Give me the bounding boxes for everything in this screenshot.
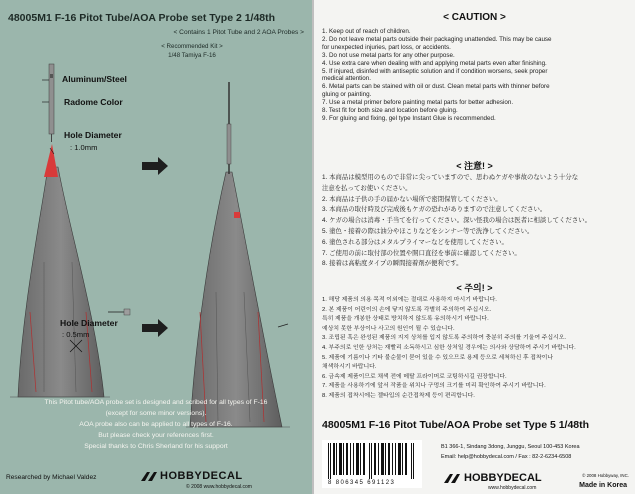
list-item: 4. Use extra care when dealing with and applying metal parts even after finishing. [322,59,547,67]
hole-diameter-value-1: : 1.0mm [70,143,98,152]
list-item: 6. 금속제 제품이므로 채색 전에 메탈 프라이머로 코팅하시길 권장합니다. [322,373,507,380]
list-item: 3. 조립된 혹은 완성된 제품의 지지 상처를 입지 않도록 주의하여 충분히 주의를 기울여 주십시오. [322,335,567,342]
list-item: 7. Use a metal primer before painting metal parts for better adhesion. [322,99,514,107]
recommended-kit: 1/48 Tamiya F-16 [168,52,216,59]
caution-panel [314,0,635,494]
footer-line-3: AOA probe also can be applied to all types of F-16. [79,421,233,428]
list-item: 4. ケガの場合は消毒・手当てを行ってください。深い怪我の場合は医者に相談してください。 [322,217,591,225]
list-item: 4. 부주의로 인한 상처는 재빨리 소독하시고 심한 상처일 경우에는 의사와 상담하여 주시기 바랍니다. [322,344,576,351]
list-item: 9. For gluing and fixing, gel type Instant Glue is recommended. [322,114,496,122]
list-item: 6. 塗色される部分はメタルプライマーなどを使用してください。 [322,238,508,246]
address-line-1: B1 366-1, Sindang 3dong, Junggu, Seoul 100-453 Korea [441,444,580,450]
list-item: gluing or painting. [322,91,372,99]
list-item: 채색하시기 바랍니다. [322,364,377,371]
arrow-icon [142,157,168,337]
list-item: 8. 제품의 접착시에는 젤타입의 순간접착제 등이 편리합니다. [322,392,475,399]
product-title-footer: 48005M1 F-16 Pitot Tube/AOA Probe set Type 5 1/48th [322,419,590,431]
footer-line-4: But please check your references first. [98,432,214,439]
address-line-2: Email: help@hobbydecal.com / Fax : 82-2-6234-6508 [441,454,572,460]
copyright: © 2008 Hobbyway, INC. [582,473,629,478]
instruction-panel [0,0,312,494]
list-item: 5. 塗色・接着の際は油分やほこりなどをシンナー等で洗浄してください。 [322,227,534,235]
nose-before [10,64,130,397]
list-item: 8. 接着は高粘度タイプの瞬間接着剤が便利です。 [322,260,463,268]
radome-red-mark [234,212,240,218]
radome-label: Radome Color [64,97,123,107]
list-item: 7. 제품을 사용하기에 앞서 작품을 위치나 구멍의 크기를 미리 확인하여 주시기 바랍니다. [322,383,546,390]
made-in-label: Made in Korea [579,482,627,489]
hole-diameter-label-1: Hole Diameter [64,130,122,140]
list-item: 1. Keep out of reach of children. [322,28,411,35]
caution-title: < CAUTION > [443,12,506,23]
radome-red-tip [44,144,58,177]
list-item: 7. ご使用の前に取付部の位置や開口直径を事前に確認してください。 [322,249,521,257]
contents-subtitle: < Contains 1 Pitot Tube and 2 AOA Probes > [173,29,304,36]
hobbydecal-logo-icon [443,472,461,485]
list-item: 특히 제품을 개봉한 상태로 방치하지 않도록 유의하시기 바랍니다. [322,316,489,323]
barcode-number: 8 806345 691123 [328,480,396,486]
aluminum-label: Aluminum/Steel [62,74,127,84]
japanese-caution-list [322,173,630,270]
hobbydecal-logo-icon [140,470,158,483]
hole-diameter-value-2: : 0.5mm [62,330,90,339]
list-item: 2. 본 제품이 어린이의 손에 닿지 않도록 각별히 주의하여 주십시오. [322,306,492,313]
list-item: 3. Do not use metal parts for any other purpose. [322,51,455,59]
nose-after [186,82,290,427]
researcher-credit: Researched by Michael Valdez [6,474,97,481]
list-item: 5. 제품에 기름이나 기타 불순물이 묻어 있을 수 있으므로 용제 등으로 세척하신 후 접착이나 [322,354,554,361]
caution-list [322,28,630,123]
footer-line-2: (except for some minor versions). [105,410,207,417]
brand-url: www.hobbydecal.com [488,485,537,491]
list-item: 注意を払ってお使いください。 [322,184,412,192]
list-item: 1. 本商品は模型用のもので非常に尖っていますので、思わぬケガや事故のないよう十分な [322,174,579,181]
list-item: 1. 해당 제품의 의용 목적 이외에는 절대로 사용하지 마시기 바랍니다. [322,297,497,303]
list-item: 8. Test fit for both size and location before gluing. [322,107,458,115]
list-item: 6. Metal parts can be stained with oil or dust. Clean metal parts with thinner before [322,83,550,91]
footer-line-5: Special thanks to Chris Sherland for his support [84,443,228,450]
brand-name: HOBBYDECAL [160,470,243,482]
list-item: for unexpected injuries, part loss, or accidents. [322,43,451,51]
recommended-kit-label: < Recommended Kit > [161,43,223,50]
list-item: medical attention. [322,75,371,83]
korean-caution-title: < 주의! > [456,283,493,293]
list-item: 3. 本商品の取付時及び完成後もケガの恐れがありますので注意してください。 [322,206,547,214]
brand-url: © 2008 www.hobbydecal.com [186,484,252,490]
list-item: 예상치 못한 부상이나 사고의 원인이 될 수 있습니다. [322,325,455,332]
product-title: 48005M1 F-16 Pitot Tube/AOA Probe set Type 2 1/48th [8,12,276,24]
list-item: 2. Do not leave metal parts outside their packaging unattended. This may be cause [322,35,552,43]
japanese-caution-title: < 注意! > [456,161,493,171]
brand-name: HOBBYDECAL [464,472,542,484]
list-item: 5. If injured, disinfed with antiseptic solution and if condition worsens, seek proper [322,67,548,75]
hole-diameter-label-2: Hole Diameter [60,318,118,328]
list-item: 2. 本商品は子供の手の届かない場所で密閉保管してください。 [322,195,502,203]
footer-line-1: This Pitot tube/AOA probe set is designed and scribed for all types of F-16 [44,399,268,406]
korean-caution-list [322,296,630,402]
